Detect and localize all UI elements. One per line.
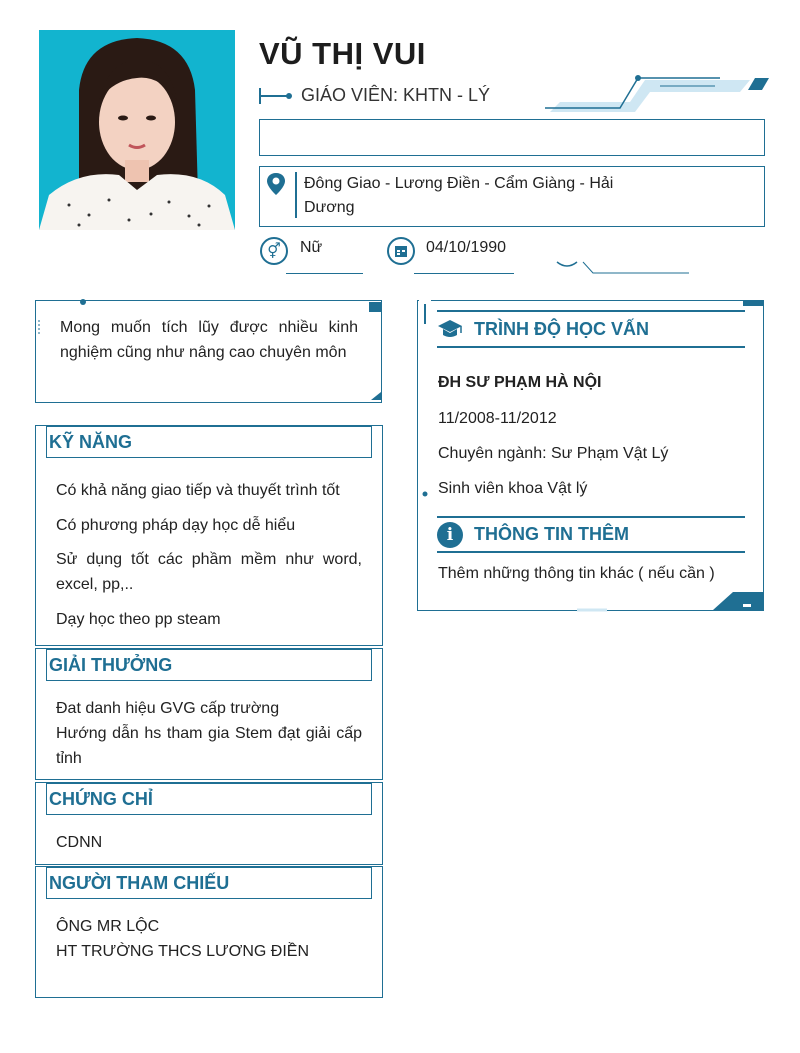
profile-photo bbox=[39, 30, 235, 230]
education-title-rule bbox=[437, 346, 745, 348]
skill-item: Dạy học theo pp steam bbox=[56, 611, 221, 628]
education-top-rule bbox=[437, 310, 745, 312]
certificates-title: CHỨNG CHỈ bbox=[46, 783, 372, 815]
education-title: TRÌNH ĐỘ HỌC VẤN bbox=[474, 319, 649, 339]
info-icon: i bbox=[437, 522, 463, 548]
address-separator bbox=[295, 172, 297, 218]
skills-section bbox=[35, 425, 383, 646]
gender-underline bbox=[286, 273, 363, 274]
graduation-cap-icon bbox=[437, 318, 463, 345]
award-item: Hướng dẫn hs tham gia Stem đạt giải cấp tỉnh bbox=[56, 725, 362, 767]
awards-title: GIẢI THƯỞNG bbox=[46, 649, 372, 681]
more-info-title-rule bbox=[437, 551, 745, 553]
job-title: GIÁO VIÊN: KHTN - LÝ bbox=[301, 85, 491, 105]
calendar-icon bbox=[387, 237, 415, 265]
candidate-name: VŨ THỊ VUI bbox=[259, 36, 426, 71]
skills-title: KỸ NĂNG bbox=[46, 426, 372, 458]
education-note: Sinh viên khoa Vật lý bbox=[438, 480, 588, 497]
major: Chuyên ngành: Sư Phạm Vật Lý bbox=[438, 445, 669, 462]
references-list bbox=[56, 914, 362, 964]
reference-item: ÔNG MR LỘC bbox=[56, 918, 160, 935]
birthday-underline bbox=[414, 273, 514, 274]
contact-box bbox=[259, 119, 765, 156]
skill-item: Sử dụng tốt các phầm mềm như word, excel, pp,.. bbox=[56, 551, 362, 593]
career-objective: Mong muốn tích lũy được nhiều kinh nghiệm cũng như nâng cao chuyên môn bbox=[60, 319, 358, 361]
study-period: 11/2008-11/2012 bbox=[438, 410, 557, 427]
certificates-list bbox=[56, 830, 362, 855]
skill-item: Có khả năng giao tiếp và thuyết trình tốt bbox=[56, 482, 340, 499]
references-title: NGƯỜI THAM CHIẾU bbox=[46, 867, 372, 899]
awards-section bbox=[35, 648, 383, 780]
location-pin-icon bbox=[266, 172, 286, 201]
gender-icon: ⚥ bbox=[260, 237, 288, 265]
address-text: Đông Giao - Lương Điền - Cẩm Giàng - Hải Dương bbox=[304, 175, 614, 216]
skill-item: Có phương pháp dạy học dễ hiểu bbox=[56, 517, 296, 534]
header-decoration bbox=[540, 72, 770, 114]
school-name: ĐH SƯ PHẠM HÀ NỘI bbox=[438, 374, 602, 391]
role-dot bbox=[286, 93, 292, 99]
award-item: Đat danh hiệu GVG cấp trường bbox=[56, 700, 280, 717]
awards-list bbox=[56, 696, 362, 771]
role-line bbox=[259, 95, 289, 97]
extra-underline-decoration bbox=[555, 258, 695, 276]
more-info-top-rule bbox=[437, 516, 745, 518]
reference-item: HT TRƯỜNG THCS LƯƠNG ĐIỀN bbox=[56, 943, 310, 960]
certificates-section bbox=[35, 782, 383, 865]
references-section bbox=[35, 866, 383, 998]
more-info-title: THÔNG TIN THÊM bbox=[474, 524, 629, 544]
more-info-text: Thêm những thông tin khác ( nếu cần ) bbox=[438, 565, 715, 582]
gender-text: Nữ bbox=[300, 239, 323, 256]
birthday-text: 04/10/1990 bbox=[426, 239, 507, 256]
skills-list bbox=[56, 478, 362, 632]
certificate-item: CDNN bbox=[56, 834, 103, 851]
